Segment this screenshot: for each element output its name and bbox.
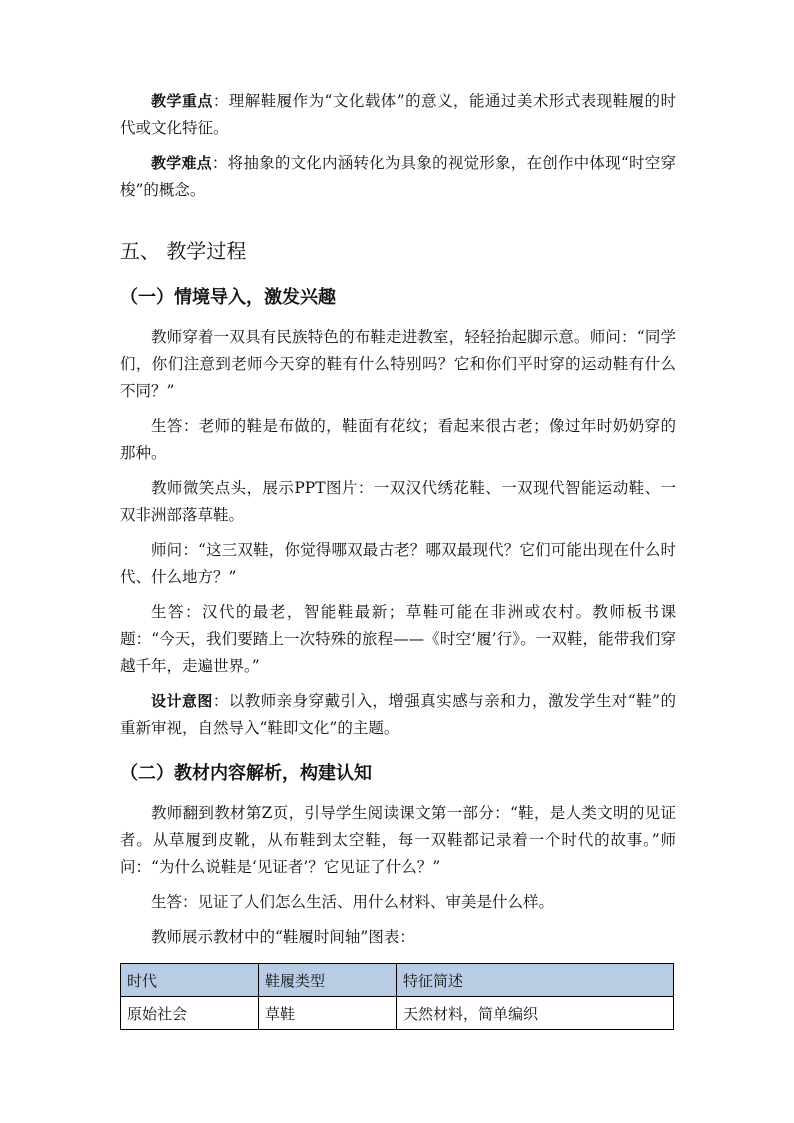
teaching-difficulty bbox=[120, 150, 676, 204]
table-header-cell: 特征简述 bbox=[397, 964, 674, 997]
paragraph: 教师展示教材中的“鞋履时间轴”图表： bbox=[151, 928, 415, 946]
paragraph: 教师翻到教材第Z页，引导学生阅读课文第一部分：“鞋，是人类文明的见证者。从草履到皮靴，从布鞋到太空鞋，每一双鞋都记录着一个时代的故事。”师问：“为什么说鞋是‘见证者’？它见证了什么？” bbox=[120, 804, 676, 876]
paragraph: 生答：老师的鞋是布做的，鞋面有花纹；看起来很古老；像过年时奶奶穿的那种。 bbox=[120, 417, 676, 462]
table-row bbox=[121, 997, 674, 1030]
design-intent-text: ：以教师亲身穿戴引入，增强真实感与亲和力，激发学生对“鞋”的重新审视，自然导入“鞋即文化”的主题。 bbox=[120, 692, 676, 737]
paragraph: 教师微笑点头，展示PPT图片：一双汉代绣花鞋、一双现代智能运动鞋、一双非洲部落草鞋。 bbox=[120, 479, 676, 524]
table-cell: 草鞋 bbox=[259, 997, 397, 1030]
document-page bbox=[120, 88, 676, 1030]
teaching-focus-label: 教学重点 bbox=[151, 92, 213, 110]
paragraph: 师问：“这三双鞋，你觉得哪双最古老？哪双最现代？它们可能出现在什么时代、什么地方？” bbox=[120, 541, 676, 586]
table-header-cell: 鞋履类型 bbox=[259, 964, 397, 997]
subsection-heading-analysis: （二）教材内容解析，构建认知 bbox=[120, 763, 372, 784]
teaching-focus bbox=[120, 88, 676, 142]
paragraph: 生答：汉代的最老，智能鞋最新；草鞋可能在非洲或农村。教师板书课题：“今天，我们要踏上一次特殊的旅程——《时空‘履’行》。一双鞋，能带我们穿越千年，走遍世界。” bbox=[120, 603, 676, 675]
subsection-heading-intro: （一）情境导入，激发兴趣 bbox=[120, 287, 336, 308]
design-intent bbox=[120, 688, 676, 742]
teaching-difficulty-text: ：将抽象的文化内涵转化为具象的视觉形象，在创作中体现“时空穿梭”的概念。 bbox=[120, 154, 676, 199]
table-cell: 天然材料，简单编织 bbox=[397, 997, 674, 1030]
design-intent-label: 设计意图 bbox=[151, 692, 213, 710]
table-header-row bbox=[121, 964, 674, 997]
table-header-cell: 时代 bbox=[121, 964, 259, 997]
shoe-timeline-table bbox=[120, 963, 674, 1030]
paragraph: 教师穿着一双具有民族特色的布鞋走进教室，轻轻抬起脚示意。师问：“同学们，你们注意到老师今天穿的鞋有什么特别吗？它和你们平时穿的运动鞋有什么不同？” bbox=[120, 328, 676, 400]
table-cell: 原始社会 bbox=[121, 997, 259, 1030]
section-heading-teaching-process: 五、 教学过程 bbox=[120, 239, 247, 263]
paragraph: 生答：见证了人们怎么生活、用什么材料、审美是什么样。 bbox=[151, 893, 555, 911]
teaching-focus-text: ：理解鞋履作为“文化载体”的意义，能通过美术形式表现鞋履的时代或文化特征。 bbox=[120, 92, 676, 137]
teaching-difficulty-label: 教学难点 bbox=[151, 154, 212, 172]
